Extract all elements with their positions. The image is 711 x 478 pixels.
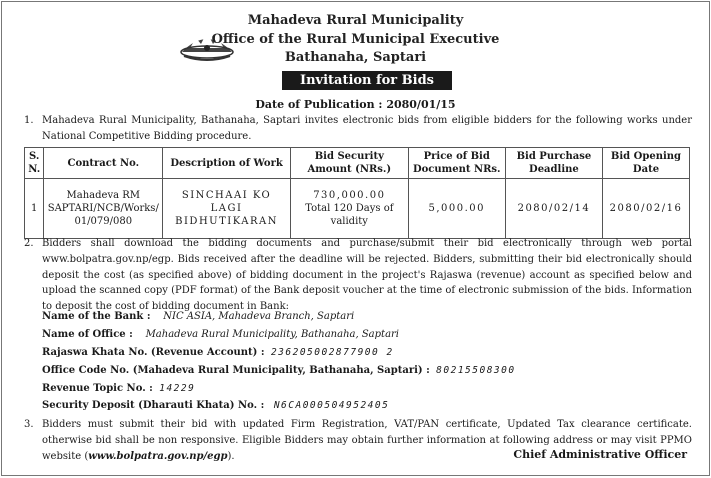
cell-deadline: 2080/02/14: [505, 179, 602, 239]
cell-security: [291, 179, 409, 239]
revenue-topic-value: 14229: [159, 383, 196, 394]
office-name-value: Mahadeva Rural Municipality, Bathanaha, Saptari: [145, 329, 400, 340]
office-name-line: [42, 328, 399, 342]
security-validity: Total 120 Days of validity: [305, 203, 394, 227]
cell-price: 5,000.00: [408, 179, 505, 239]
table-row: [25, 179, 690, 239]
security-deposit-value: N6CA000504952405: [273, 400, 390, 411]
security-amount: 730,000.00: [313, 190, 386, 201]
col-opening: Bid Opening Date: [602, 148, 689, 179]
col-deadline: Bid Purchase Deadline: [505, 148, 602, 179]
col-sn: S. N.: [25, 148, 44, 179]
cell-opening: 2080/02/16: [602, 179, 689, 239]
col-description: Description of Work: [163, 148, 291, 179]
revenue-account-label: Rajaswa Khata No. (Revenue Account) :: [42, 347, 265, 358]
ppmo-website-link[interactable]: www.bolpatra.gov.np/egp: [88, 450, 228, 462]
cell-contract: Mahadeva RM SAPTARI/NCB/Works/ 01/079/080: [44, 179, 163, 239]
security-deposit-label: Security Deposit (Dharauti Khata) No. :: [42, 400, 265, 411]
bank-name-label: Name of the Bank :: [42, 311, 151, 322]
revenue-account-value: 236205002877900 2: [270, 347, 394, 358]
para-number-2: 2.: [24, 238, 34, 249]
office-code-line: [42, 364, 516, 378]
publication-date: Date of Publication : 2080/01/15: [255, 98, 456, 111]
revenue-topic-label: Revenue Topic No. :: [42, 383, 153, 394]
col-contract: Contract No.: [44, 148, 163, 179]
bids-table: [24, 147, 690, 239]
invitation-banner: Invitation for Bids: [282, 71, 452, 90]
para-number-1: 1.: [24, 115, 34, 126]
office-name: Office of the Rural Municipal Executive: [211, 32, 500, 47]
municipality-name: Mahadeva Rural Municipality: [247, 13, 464, 28]
office-code-label: Office Code No. (Mahadeva Rural Municipality, Bathanaha, Saptari) :: [42, 365, 430, 376]
signature-title: Chief Administrative Officer: [513, 448, 687, 461]
bank-name-value: NIC ASIA, Mahadeva Branch, Saptari: [163, 311, 355, 322]
paragraph-2: Bidders shall download the bidding documents and purchase/submit their bid electronically through web portal www.bolpatra.gov.np/egp. Bids received after the deadline will be rejected. Bidders, submitting their bid electronically should deposit the cost (as specified above) of bidding document in the project's Rajaswa (revenue) account as specified below and upload the scanned copy (PDF format) of the Bank deposit voucher at the time of electronic submission of the bids. Information to deposit the cost of bidding document in Bank:: [42, 238, 692, 313]
para-number-3: 3.: [24, 419, 34, 430]
revenue-account-line: [42, 346, 394, 360]
cell-description: SINCHAAI KO LAGI BIDHUTIKARAN: [163, 179, 291, 239]
notice-page: [1, 1, 710, 476]
paragraph-1: Mahadeva Rural Municipality, Bathanaha, Saptari invites electronic bids from eligible bidders for the following works under National Competitive Bidding procedure.: [42, 115, 692, 142]
revenue-topic-line: [42, 382, 195, 396]
cell-sn: 1: [25, 179, 44, 239]
security-deposit-line: [42, 399, 389, 413]
paragraph-3-text: Bidders must submit their bid with updated Firm Registration, VAT/PAN certificate, Updated Tax clearance certificate. otherwise bid shall be non responsive. Eligible Bidders may obtain further information at following address or may visit PPMO website (: [42, 419, 692, 462]
col-price: Price of Bid Document NRs.: [408, 148, 505, 179]
bank-name-line: [42, 310, 354, 324]
office-code-value: 80215508300: [436, 365, 516, 376]
office-name-label: Name of Office :: [42, 329, 133, 340]
office-location: Bathanaha, Saptari: [284, 50, 427, 65]
table-header-row: [25, 148, 690, 179]
col-security: Bid Security Amount (NRs.): [291, 148, 409, 179]
paragraph-3-end: ).: [227, 450, 235, 462]
